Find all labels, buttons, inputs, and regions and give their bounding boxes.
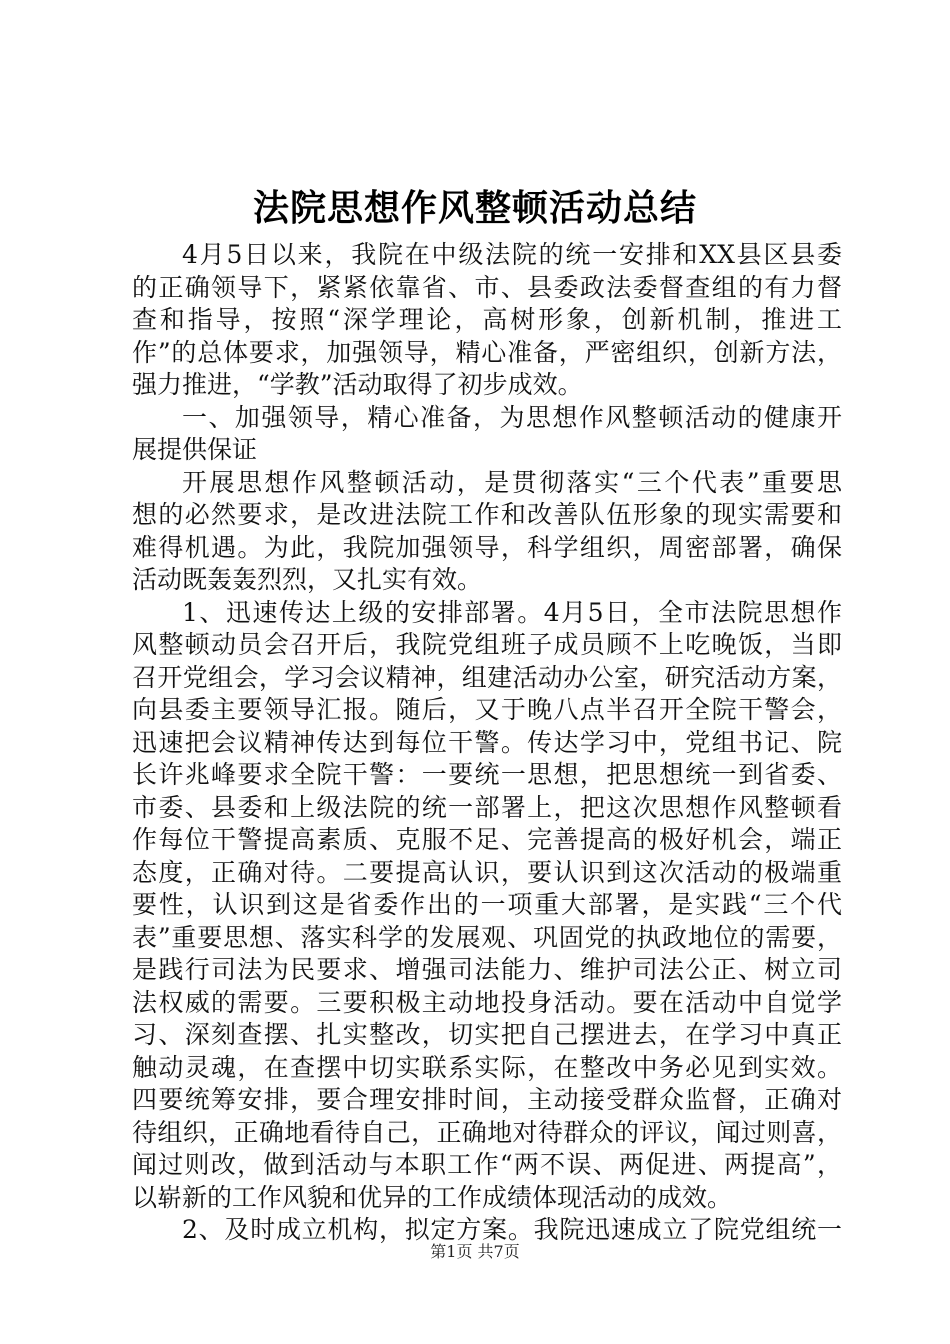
body-text-line: 查和指导，按照“深学理论，高树形象，创新机制，推进工	[132, 305, 842, 334]
body-text-line: 风整顿动员会召开后，我院党组班子成员顾不上吃晚饭，当即	[132, 630, 842, 659]
document-title: 法院思想作风整顿活动总结	[252, 187, 697, 229]
body-text-line: 一、加强领导，精心准备，为思想作风整顿活动的健康开	[182, 402, 842, 432]
body-text-line: 召开党组会，学习会议精神，组建活动办公室，研究活动方案，	[132, 662, 842, 692]
body-text-line: 向县委主要领导汇报。随后，又于晚八点半召开全院干警会，	[132, 695, 842, 724]
body-text-line: 难得机遇。为此，我院加强领导，科学组织，周密部署，确保	[132, 532, 842, 562]
body-text-line: 表”重要思想、落实科学的发展观、巩固党的执政地位的需要，	[132, 922, 842, 952]
body-text-line: 待组织，正确地看待自己，正确地对待群众的评议，闻过则喜，	[132, 1117, 842, 1147]
body-text-line: 态度，正确对待。二要提高认识，要认识到这次活动的极端重	[132, 857, 842, 887]
document-body	[132, 239, 842, 1247]
body-text-line: 活动既轰轰烈烈，又扎实有效。	[132, 565, 483, 594]
body-text-line: 强力推进，“学教”活动取得了初步成效。	[132, 370, 583, 399]
body-text-line: 市委、县委和上级法院的统一部署上，把这次思想作风整顿看	[132, 792, 842, 822]
body-text-line: 闻过则改，做到活动与本职工作“两不误、两促进、两提高”，	[132, 1150, 842, 1179]
body-text-line: 2、及时成立机构，拟定方案。我院迅速成立了院党组统一	[182, 1215, 842, 1244]
body-text-line: 是践行司法为民要求、增强司法能力、维护司法公正、树立司	[132, 955, 842, 984]
body-text-line: 习、深刻查摆、扎实整改，切实把自己摆进去，在学习中真正	[132, 1020, 842, 1049]
body-text-line: 触动灵魂，在查摆中切实联系实际，在整改中务必见到实效。	[132, 1052, 842, 1082]
body-text-line: 长许兆峰要求全院干警：一要统一思想，把思想统一到省委、	[132, 760, 842, 789]
body-text-line: 作每位干警提高素质、克服不足、完善提高的极好机会，端正	[132, 825, 842, 854]
body-text-line: 想的必然要求，是改进法院工作和改善队伍形象的现实需要和	[132, 500, 842, 529]
body-text-line: 开展思想作风整顿活动，是贯彻落实“三个代表”重要思	[182, 467, 842, 497]
body-text-line: 4月5日以来，我院在中级法院的统一安排和XX县区县委	[182, 240, 842, 269]
body-text-line: 展提供保证	[132, 435, 258, 464]
body-text-line: 作”的总体要求，加强领导，精心准备，严密组织，创新方法，	[132, 337, 842, 367]
body-text-line: 要性，认识到这是省委作出的一项重大部署，是实践“三个代	[132, 890, 842, 919]
page-footer: 第1页 共7页	[430, 1242, 520, 1261]
body-text-line: 的正确领导下，紧紧依靠省、市、县委政法委督查组的有力督	[132, 272, 842, 302]
body-text-line: 法权威的需要。三要积极主动地投身活动。要在活动中自觉学	[132, 987, 842, 1017]
body-text-line: 四要统筹安排，要合理安排时间，主动接受群众监督，正确对	[132, 1085, 842, 1114]
body-text-line: 1、迅速传达上级的安排部署。4月5日，全市法院思想作	[182, 597, 842, 627]
body-text-line: 迅速把会议精神传达到每位干警。传达学习中，党组书记、院	[132, 727, 842, 757]
body-text-line: 以崭新的工作风貌和优异的工作成绩体现活动的成效。	[132, 1182, 733, 1212]
